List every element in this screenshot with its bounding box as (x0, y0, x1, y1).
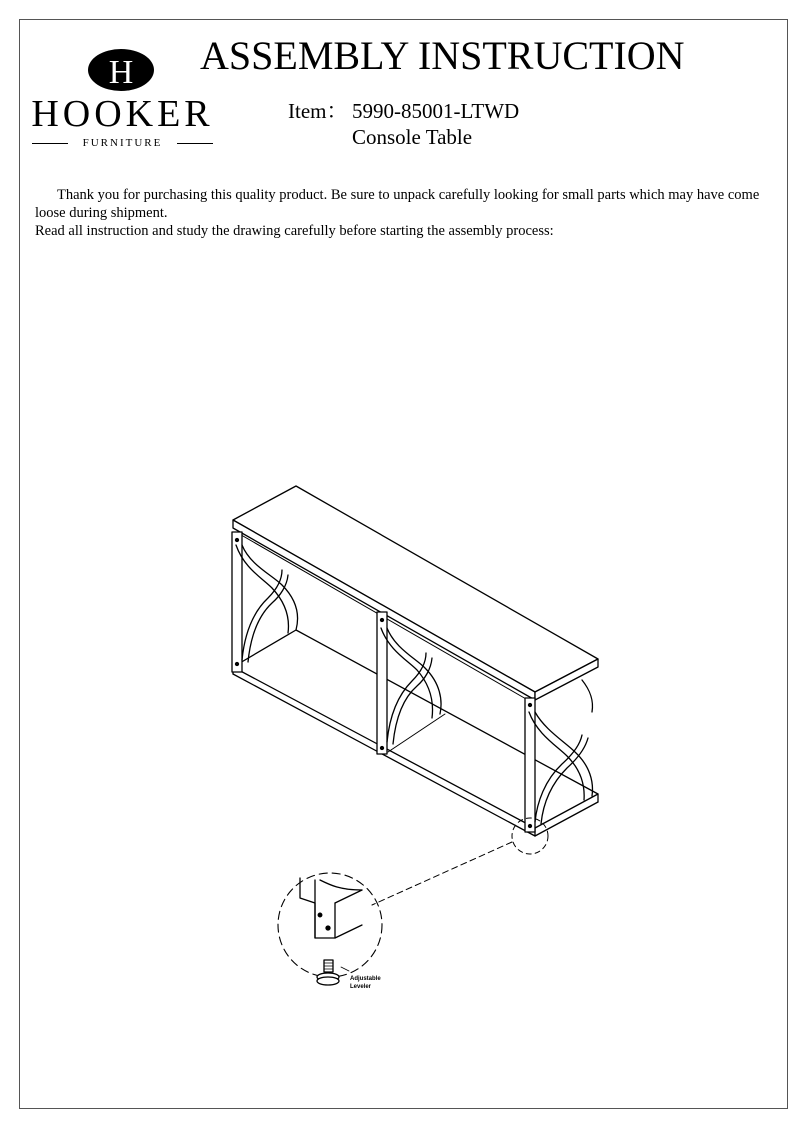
callout-label-leveler: Leveler (350, 984, 372, 990)
detail-leader-line (372, 842, 512, 905)
brand-subname-text: FURNITURE (82, 137, 163, 149)
brand-name: HOOKER (31, 93, 214, 135)
page-title: ASSEMBLY INSTRUCTION (200, 33, 685, 78)
leveler-detail (278, 873, 382, 985)
item-name: Console Table (352, 125, 473, 149)
intro-line-1: Thank you for purchasing this quality product. Be sure to unpack carefully looking for small parts which may have come loose during shipment. (35, 187, 760, 221)
item-code: 5990-85001-LTWD (352, 99, 520, 123)
callout-label-adjustable: Adjustable (350, 976, 381, 982)
item-label: Item： (288, 99, 348, 123)
logo-monogram-letter: H (108, 54, 134, 91)
intro-line-2: Read all instruction and study the drawing carefully before starting the assembly process: (35, 223, 554, 239)
